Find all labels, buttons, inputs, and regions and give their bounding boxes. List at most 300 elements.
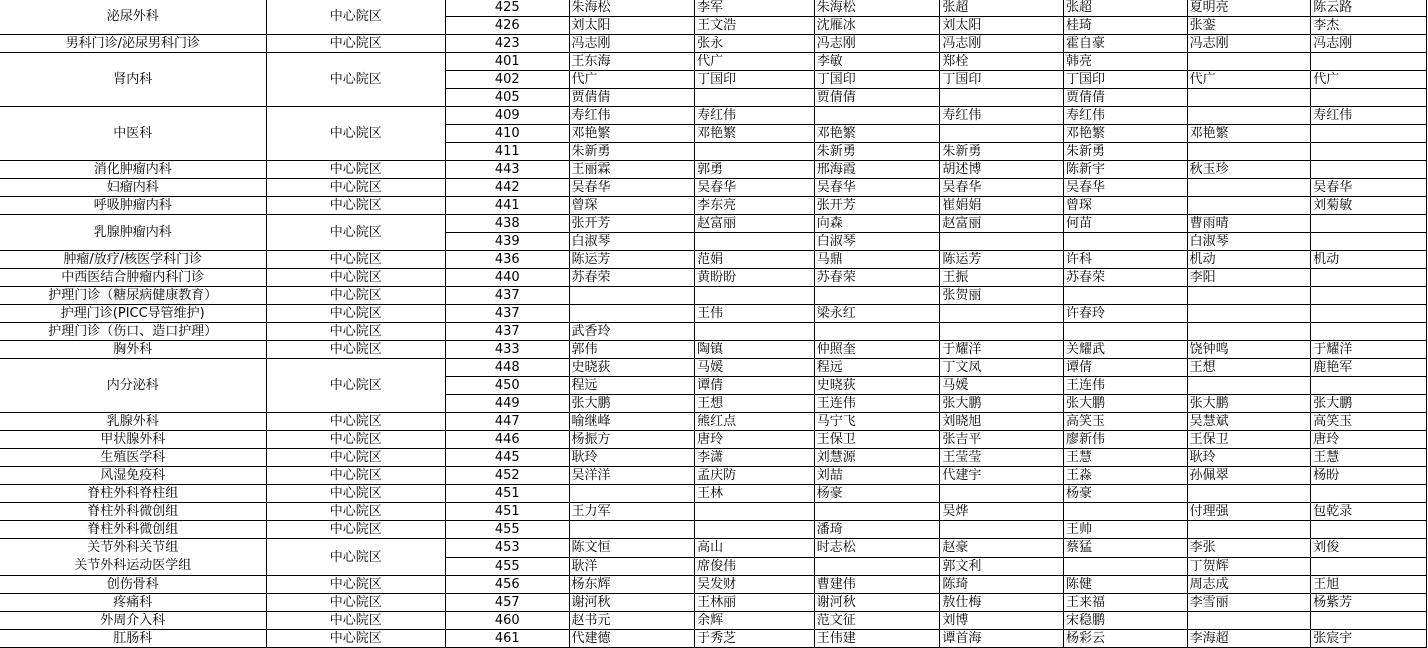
- doctor-cell[interactable]: 丁国印: [695, 71, 815, 89]
- doctor-cell[interactable]: 赵富丽: [940, 215, 1064, 233]
- doctor-cell[interactable]: 白淑琴: [569, 233, 695, 251]
- doctor-cell[interactable]: 赵豪: [940, 539, 1064, 558]
- doctor-cell[interactable]: 鹿艳军: [1311, 359, 1427, 377]
- doctor-cell[interactable]: 郭伟: [569, 341, 695, 359]
- doctor-cell[interactable]: 沈雁冰: [814, 17, 940, 35]
- doctor-cell[interactable]: [1187, 143, 1311, 161]
- doctor-cell[interactable]: [1311, 557, 1427, 576]
- doctor-cell[interactable]: 王旭: [1311, 576, 1427, 594]
- doctor-cell[interactable]: 王想: [695, 395, 815, 413]
- doctor-cell[interactable]: 马媛: [695, 359, 815, 377]
- campus-cell[interactable]: 中心院区: [266, 503, 445, 521]
- doctor-cell[interactable]: [1187, 107, 1311, 125]
- doctor-cell[interactable]: 吴春华: [814, 179, 940, 197]
- doctor-cell[interactable]: [1311, 89, 1427, 107]
- doctor-cell[interactable]: 寿红伟: [1311, 107, 1427, 125]
- doctor-cell[interactable]: 郑栓: [940, 53, 1064, 71]
- doctor-cell[interactable]: 张大鹏: [940, 395, 1064, 413]
- doctor-cell[interactable]: 朱新勇: [1064, 143, 1188, 161]
- doctor-cell[interactable]: 王东海: [569, 53, 695, 71]
- doctor-cell[interactable]: [695, 89, 815, 107]
- campus-cell[interactable]: 中心院区: [266, 612, 445, 630]
- doctor-cell[interactable]: [940, 305, 1064, 323]
- doctor-cell[interactable]: 谭首海: [940, 630, 1064, 648]
- department-cell[interactable]: [0, 269, 266, 287]
- doctor-cell[interactable]: 刘俊: [1311, 539, 1427, 558]
- doctor-cell[interactable]: 苏春荣: [1064, 269, 1188, 287]
- doctor-cell[interactable]: 宋稳鹏: [1064, 612, 1188, 630]
- doctor-cell[interactable]: 陈运芳: [940, 251, 1064, 269]
- department-cell[interactable]: [0, 251, 266, 269]
- room-cell[interactable]: 438: [445, 215, 569, 233]
- doctor-cell[interactable]: 刘菊敏: [1311, 197, 1427, 215]
- department-cell[interactable]: [0, 341, 266, 359]
- doctor-cell[interactable]: 谢河秋: [569, 594, 695, 612]
- doctor-cell[interactable]: 王连伟: [1064, 377, 1188, 395]
- doctor-cell[interactable]: 吴春华: [940, 179, 1064, 197]
- doctor-cell[interactable]: 时志松: [814, 539, 940, 558]
- room-cell[interactable]: 437: [445, 323, 569, 341]
- doctor-cell[interactable]: [695, 233, 815, 251]
- doctor-cell[interactable]: 马媛: [940, 377, 1064, 395]
- doctor-cell[interactable]: 白淑琴: [814, 233, 940, 251]
- doctor-cell[interactable]: 张大鹏: [1311, 395, 1427, 413]
- doctor-cell[interactable]: 陈文恒: [569, 539, 695, 558]
- doctor-cell[interactable]: [1311, 323, 1427, 341]
- doctor-cell[interactable]: 杨盼: [1311, 467, 1427, 485]
- doctor-cell[interactable]: 邓艳繁: [569, 125, 695, 143]
- doctor-cell[interactable]: 谢河秋: [814, 594, 940, 612]
- room-cell[interactable]: 436: [445, 251, 569, 269]
- doctor-cell[interactable]: 吴发财: [695, 576, 815, 594]
- doctor-cell[interactable]: 敖仕梅: [940, 594, 1064, 612]
- doctor-cell[interactable]: 胡述博: [940, 161, 1064, 179]
- doctor-cell[interactable]: 王保卫: [1187, 431, 1311, 449]
- room-cell[interactable]: 437: [445, 287, 569, 305]
- doctor-cell[interactable]: 邓艳繁: [695, 125, 815, 143]
- campus-cell[interactable]: 中心院区: [266, 467, 445, 485]
- campus-cell[interactable]: 中心院区: [266, 485, 445, 503]
- doctor-cell[interactable]: 吴烨: [940, 503, 1064, 521]
- campus-cell[interactable]: 中心院区: [266, 413, 445, 431]
- doctor-cell[interactable]: 冯志刚: [1311, 35, 1427, 53]
- doctor-cell[interactable]: 代建德: [569, 630, 695, 648]
- campus-cell[interactable]: 中心院区: [266, 35, 445, 53]
- doctor-cell[interactable]: 许春玲: [1064, 305, 1188, 323]
- doctor-cell[interactable]: 陈琦: [940, 576, 1064, 594]
- campus-cell[interactable]: 中心院区: [266, 449, 445, 467]
- doctor-cell[interactable]: 贾倩倩: [814, 89, 940, 107]
- room-cell[interactable]: 425: [445, 0, 569, 17]
- room-cell[interactable]: 457: [445, 594, 569, 612]
- doctor-cell[interactable]: 王力军: [569, 503, 695, 521]
- department-cell[interactable]: [0, 161, 266, 179]
- doctor-cell[interactable]: [1187, 485, 1311, 503]
- doctor-cell[interactable]: 王来福: [1064, 594, 1188, 612]
- doctor-cell[interactable]: [1064, 557, 1188, 576]
- campus-cell[interactable]: 中心院区: [266, 53, 445, 107]
- department-cell[interactable]: [0, 485, 266, 503]
- doctor-cell[interactable]: 孙佩翠: [1187, 467, 1311, 485]
- campus-cell[interactable]: 中心院区: [266, 341, 445, 359]
- doctor-cell[interactable]: 刘喆: [814, 467, 940, 485]
- doctor-cell[interactable]: 谭倩: [695, 377, 815, 395]
- doctor-cell[interactable]: 代建宇: [940, 467, 1064, 485]
- doctor-cell[interactable]: 韩亮: [1064, 53, 1188, 71]
- room-cell[interactable]: 439: [445, 233, 569, 251]
- doctor-cell[interactable]: 吴洋洋: [569, 467, 695, 485]
- campus-cell[interactable]: 中心院区: [266, 251, 445, 269]
- doctor-cell[interactable]: 曾琛: [1064, 197, 1188, 215]
- doctor-cell[interactable]: 冯志刚: [814, 35, 940, 53]
- doctor-cell[interactable]: 关耀武: [1064, 341, 1188, 359]
- doctor-cell[interactable]: 朱新勇: [940, 143, 1064, 161]
- doctor-cell[interactable]: [569, 521, 695, 539]
- doctor-cell[interactable]: 耿玲: [569, 449, 695, 467]
- campus-cell[interactable]: 中心院区: [266, 179, 445, 197]
- doctor-cell[interactable]: [695, 323, 815, 341]
- doctor-cell[interactable]: 王振: [940, 269, 1064, 287]
- doctor-cell[interactable]: 谭倩: [1064, 359, 1188, 377]
- doctor-cell[interactable]: 张宸宇: [1311, 630, 1427, 648]
- room-cell[interactable]: 455: [445, 521, 569, 539]
- doctor-cell[interactable]: 陶镇: [695, 341, 815, 359]
- doctor-cell[interactable]: 贾倩倩: [569, 89, 695, 107]
- doctor-cell[interactable]: 刘太阳: [569, 17, 695, 35]
- doctor-cell[interactable]: 武香玲: [569, 323, 695, 341]
- doctor-cell[interactable]: 张銮: [1187, 17, 1311, 35]
- doctor-cell[interactable]: 朱新勇: [814, 143, 940, 161]
- room-cell[interactable]: 426: [445, 17, 569, 35]
- doctor-cell[interactable]: [1187, 197, 1311, 215]
- doctor-cell[interactable]: [1187, 521, 1311, 539]
- doctor-cell[interactable]: 李雪丽: [1187, 594, 1311, 612]
- doctor-cell[interactable]: 梁永红: [814, 305, 940, 323]
- doctor-cell[interactable]: [695, 143, 815, 161]
- doctor-cell[interactable]: 吴春华: [1311, 179, 1427, 197]
- doctor-cell[interactable]: [1311, 521, 1427, 539]
- doctor-cell[interactable]: 杨振方: [569, 431, 695, 449]
- doctor-cell[interactable]: 秋玉珍: [1187, 161, 1311, 179]
- doctor-cell[interactable]: 潘琦: [814, 521, 940, 539]
- doctor-cell[interactable]: [1187, 179, 1311, 197]
- room-cell[interactable]: 456: [445, 576, 569, 594]
- department-cell[interactable]: [0, 413, 266, 431]
- doctor-cell[interactable]: [1311, 161, 1427, 179]
- department-cell[interactable]: [0, 521, 266, 539]
- doctor-cell[interactable]: [1064, 287, 1188, 305]
- doctor-cell[interactable]: [1311, 233, 1427, 251]
- doctor-cell[interactable]: [1311, 287, 1427, 305]
- room-cell[interactable]: 437: [445, 305, 569, 323]
- doctor-cell[interactable]: 程远: [814, 359, 940, 377]
- campus-cell[interactable]: 中心院区: [266, 215, 445, 251]
- room-cell[interactable]: 455: [445, 557, 569, 576]
- doctor-cell[interactable]: [814, 287, 940, 305]
- doctor-cell[interactable]: 刘博: [940, 612, 1064, 630]
- doctor-cell[interactable]: 邢海霞: [814, 161, 940, 179]
- doctor-cell[interactable]: [695, 521, 815, 539]
- doctor-cell[interactable]: [814, 107, 940, 125]
- doctor-cell[interactable]: 张大鹏: [569, 395, 695, 413]
- department-cell[interactable]: [0, 467, 266, 485]
- doctor-cell[interactable]: 苏春荣: [569, 269, 695, 287]
- doctor-cell[interactable]: [695, 503, 815, 521]
- doctor-cell[interactable]: 邓艳繁: [1187, 125, 1311, 143]
- campus-cell[interactable]: 中心院区: [266, 431, 445, 449]
- doctor-cell[interactable]: 席俊伟: [695, 557, 815, 576]
- doctor-cell[interactable]: 李潇: [695, 449, 815, 467]
- doctor-cell[interactable]: 唐玲: [695, 431, 815, 449]
- doctor-cell[interactable]: 王保卫: [814, 431, 940, 449]
- doctor-cell[interactable]: [695, 287, 815, 305]
- room-cell[interactable]: 411: [445, 143, 569, 161]
- doctor-cell[interactable]: 吴慧斌: [1187, 413, 1311, 431]
- doctor-cell[interactable]: 李东亮: [695, 197, 815, 215]
- doctor-cell[interactable]: 曹雨晴: [1187, 215, 1311, 233]
- doctor-cell[interactable]: 张超: [1064, 0, 1188, 17]
- campus-cell[interactable]: 中心院区: [266, 594, 445, 612]
- doctor-cell[interactable]: 唐玲: [1311, 431, 1427, 449]
- department-cell[interactable]: [0, 630, 266, 648]
- doctor-cell[interactable]: 李杰: [1311, 17, 1427, 35]
- room-cell[interactable]: 443: [445, 161, 569, 179]
- room-cell[interactable]: 450: [445, 377, 569, 395]
- room-cell[interactable]: 442: [445, 179, 569, 197]
- doctor-cell[interactable]: 寿红伟: [1064, 107, 1188, 125]
- doctor-cell[interactable]: 马宁飞: [814, 413, 940, 431]
- doctor-cell[interactable]: 高笑玉: [1311, 413, 1427, 431]
- doctor-cell[interactable]: 贾倩倩: [1064, 89, 1188, 107]
- doctor-cell[interactable]: 于耀洋: [940, 341, 1064, 359]
- doctor-cell[interactable]: 王伟建: [814, 630, 940, 648]
- doctor-cell[interactable]: 曾琛: [569, 197, 695, 215]
- doctor-cell[interactable]: 饶钟鸣: [1187, 341, 1311, 359]
- doctor-cell[interactable]: 王文浩: [695, 17, 815, 35]
- campus-cell[interactable]: 中心院区: [266, 576, 445, 594]
- doctor-cell[interactable]: 向森: [814, 215, 940, 233]
- doctor-cell[interactable]: 包乾录: [1311, 503, 1427, 521]
- doctor-cell[interactable]: 白淑琴: [1187, 233, 1311, 251]
- doctor-cell[interactable]: 王想: [1187, 359, 1311, 377]
- doctor-cell[interactable]: [1187, 305, 1311, 323]
- doctor-cell[interactable]: 史晓荻: [569, 359, 695, 377]
- campus-cell[interactable]: 中心院区: [266, 269, 445, 287]
- doctor-cell[interactable]: 仲照奎: [814, 341, 940, 359]
- doctor-cell[interactable]: [940, 521, 1064, 539]
- doctor-cell[interactable]: [1064, 503, 1188, 521]
- doctor-cell[interactable]: 范文征: [814, 612, 940, 630]
- doctor-cell[interactable]: [569, 485, 695, 503]
- room-cell[interactable]: 449: [445, 395, 569, 413]
- doctor-cell[interactable]: 王连伟: [814, 395, 940, 413]
- doctor-cell[interactable]: 周志成: [1187, 576, 1311, 594]
- doctor-cell[interactable]: 王林: [695, 485, 815, 503]
- doctor-cell[interactable]: 霍自豪: [1064, 35, 1188, 53]
- doctor-cell[interactable]: [1311, 377, 1427, 395]
- room-cell[interactable]: 409: [445, 107, 569, 125]
- doctor-cell[interactable]: 王淼: [1064, 467, 1188, 485]
- doctor-cell[interactable]: 程远: [569, 377, 695, 395]
- department-cell[interactable]: [0, 612, 266, 630]
- doctor-cell[interactable]: 刘慧源: [814, 449, 940, 467]
- doctor-cell[interactable]: 耿玲: [1187, 449, 1311, 467]
- department-cell[interactable]: [0, 359, 266, 413]
- doctor-cell[interactable]: 杨彩云: [1064, 630, 1188, 648]
- doctor-cell[interactable]: 许科: [1064, 251, 1188, 269]
- doctor-cell[interactable]: 吴春华: [695, 179, 815, 197]
- doctor-cell[interactable]: [940, 485, 1064, 503]
- campus-cell[interactable]: 中心院区: [266, 197, 445, 215]
- doctor-cell[interactable]: [1311, 125, 1427, 143]
- department-cell[interactable]: [0, 594, 266, 612]
- department-cell[interactable]: [0, 0, 266, 35]
- doctor-cell[interactable]: [1064, 233, 1188, 251]
- doctor-cell[interactable]: [1187, 612, 1311, 630]
- doctor-cell[interactable]: 丁国印: [940, 71, 1064, 89]
- room-cell[interactable]: 401: [445, 53, 569, 71]
- doctor-cell[interactable]: 张开芳: [569, 215, 695, 233]
- doctor-cell[interactable]: [1187, 89, 1311, 107]
- room-cell[interactable]: 441: [445, 197, 569, 215]
- campus-cell[interactable]: 中心院区: [266, 305, 445, 323]
- doctor-cell[interactable]: 张超: [940, 0, 1064, 17]
- doctor-cell[interactable]: 李军: [695, 0, 815, 17]
- doctor-cell[interactable]: [1064, 323, 1188, 341]
- campus-cell[interactable]: 中心院区: [266, 287, 445, 305]
- doctor-cell[interactable]: 杨紫芳: [1311, 594, 1427, 612]
- doctor-cell[interactable]: 陈运芳: [569, 251, 695, 269]
- department-cell[interactable]: [0, 287, 266, 305]
- doctor-cell[interactable]: 赵书元: [569, 612, 695, 630]
- room-cell[interactable]: 410: [445, 125, 569, 143]
- doctor-cell[interactable]: 寿红伟: [940, 107, 1064, 125]
- doctor-cell[interactable]: 代广: [695, 53, 815, 71]
- doctor-cell[interactable]: [814, 503, 940, 521]
- department-cell[interactable]: [0, 35, 266, 53]
- campus-cell[interactable]: 中心院区: [266, 630, 445, 648]
- campus-cell[interactable]: 中心院区: [266, 539, 445, 576]
- doctor-cell[interactable]: 朱海松: [569, 0, 695, 17]
- room-cell[interactable]: 451: [445, 503, 569, 521]
- doctor-cell[interactable]: 蔡猛: [1064, 539, 1188, 558]
- doctor-cell[interactable]: 陈云路: [1311, 0, 1427, 17]
- doctor-cell[interactable]: 黄盼盼: [695, 269, 815, 287]
- doctor-cell[interactable]: 丁贺辉: [1187, 557, 1311, 576]
- doctor-cell[interactable]: 张开芳: [814, 197, 940, 215]
- doctor-cell[interactable]: 陈新宇: [1064, 161, 1188, 179]
- doctor-cell[interactable]: 廖新伟: [1064, 431, 1188, 449]
- doctor-cell[interactable]: 史晓荻: [814, 377, 940, 395]
- doctor-cell[interactable]: 吴春华: [569, 179, 695, 197]
- doctor-cell[interactable]: 郭文利: [940, 557, 1064, 576]
- room-cell[interactable]: 440: [445, 269, 569, 287]
- department-cell[interactable]: [0, 449, 266, 467]
- doctor-cell[interactable]: 李敏: [814, 53, 940, 71]
- doctor-cell[interactable]: 王莹莹: [940, 449, 1064, 467]
- doctor-cell[interactable]: [1187, 53, 1311, 71]
- doctor-cell[interactable]: 赵富丽: [695, 215, 815, 233]
- room-cell[interactable]: 453: [445, 539, 569, 558]
- doctor-cell[interactable]: [1311, 485, 1427, 503]
- doctor-cell[interactable]: 王慧: [1311, 449, 1427, 467]
- doctor-cell[interactable]: 张吉平: [940, 431, 1064, 449]
- doctor-cell[interactable]: 机动: [1311, 251, 1427, 269]
- department-cell[interactable]: [0, 323, 266, 341]
- doctor-cell[interactable]: 崔娟娟: [940, 197, 1064, 215]
- doctor-cell[interactable]: [1311, 143, 1427, 161]
- doctor-cell[interactable]: 何苗: [1064, 215, 1188, 233]
- doctor-cell[interactable]: 李阳: [1187, 269, 1311, 287]
- doctor-cell[interactable]: 吴春华: [1064, 179, 1188, 197]
- doctor-cell[interactable]: 王伟: [695, 305, 815, 323]
- doctor-cell[interactable]: [1311, 53, 1427, 71]
- doctor-cell[interactable]: [940, 233, 1064, 251]
- doctor-cell[interactable]: 邓艳繁: [814, 125, 940, 143]
- doctor-cell[interactable]: 刘晓旭: [940, 413, 1064, 431]
- room-cell[interactable]: 402: [445, 71, 569, 89]
- doctor-cell[interactable]: 曹建伟: [814, 576, 940, 594]
- room-cell[interactable]: 461: [445, 630, 569, 648]
- doctor-cell[interactable]: 李张: [1187, 539, 1311, 558]
- doctor-cell[interactable]: 王慧: [1064, 449, 1188, 467]
- doctor-cell[interactable]: 李海超: [1187, 630, 1311, 648]
- doctor-cell[interactable]: 代广: [569, 71, 695, 89]
- room-cell[interactable]: 447: [445, 413, 569, 431]
- department-cell[interactable]: [0, 431, 266, 449]
- room-cell[interactable]: 423: [445, 35, 569, 53]
- doctor-cell[interactable]: [569, 287, 695, 305]
- doctor-cell[interactable]: [1311, 269, 1427, 287]
- room-cell[interactable]: 446: [445, 431, 569, 449]
- department-cell[interactable]: [0, 503, 266, 521]
- doctor-cell[interactable]: 刘太阳: [940, 17, 1064, 35]
- doctor-cell[interactable]: 高笑玉: [1064, 413, 1188, 431]
- doctor-cell[interactable]: [814, 557, 940, 576]
- doctor-cell[interactable]: 寿红伟: [695, 107, 815, 125]
- campus-cell[interactable]: 中心院区: [266, 0, 445, 35]
- doctor-cell[interactable]: 于秀芝: [695, 630, 815, 648]
- doctor-cell[interactable]: 寿红伟: [569, 107, 695, 125]
- doctor-cell[interactable]: 王帅: [1064, 521, 1188, 539]
- department-cell[interactable]: [0, 197, 266, 215]
- doctor-cell[interactable]: [814, 323, 940, 341]
- campus-cell[interactable]: 中心院区: [266, 323, 445, 341]
- doctor-cell[interactable]: 马鼎: [814, 251, 940, 269]
- doctor-cell[interactable]: [1311, 215, 1427, 233]
- campus-cell[interactable]: 中心院区: [266, 107, 445, 161]
- doctor-cell[interactable]: [940, 89, 1064, 107]
- doctor-cell[interactable]: 丁国印: [814, 71, 940, 89]
- doctor-cell[interactable]: 桂琦: [1064, 17, 1188, 35]
- doctor-cell[interactable]: [940, 125, 1064, 143]
- doctor-cell[interactable]: [1187, 323, 1311, 341]
- doctor-cell[interactable]: 余辉: [695, 612, 815, 630]
- room-cell[interactable]: 452: [445, 467, 569, 485]
- room-cell[interactable]: 448: [445, 359, 569, 377]
- doctor-cell[interactable]: 杨豪: [1064, 485, 1188, 503]
- doctor-cell[interactable]: 孟庆防: [695, 467, 815, 485]
- room-cell[interactable]: 445: [445, 449, 569, 467]
- campus-cell[interactable]: 中心院区: [266, 521, 445, 539]
- doctor-cell[interactable]: 于耀洋: [1311, 341, 1427, 359]
- doctor-cell[interactable]: 丁国印: [1064, 71, 1188, 89]
- doctor-cell[interactable]: 杨豪: [814, 485, 940, 503]
- doctor-cell[interactable]: 丁文凤: [940, 359, 1064, 377]
- doctor-cell[interactable]: [569, 305, 695, 323]
- doctor-cell[interactable]: 冯志刚: [940, 35, 1064, 53]
- doctor-cell[interactable]: 张大鹏: [1187, 395, 1311, 413]
